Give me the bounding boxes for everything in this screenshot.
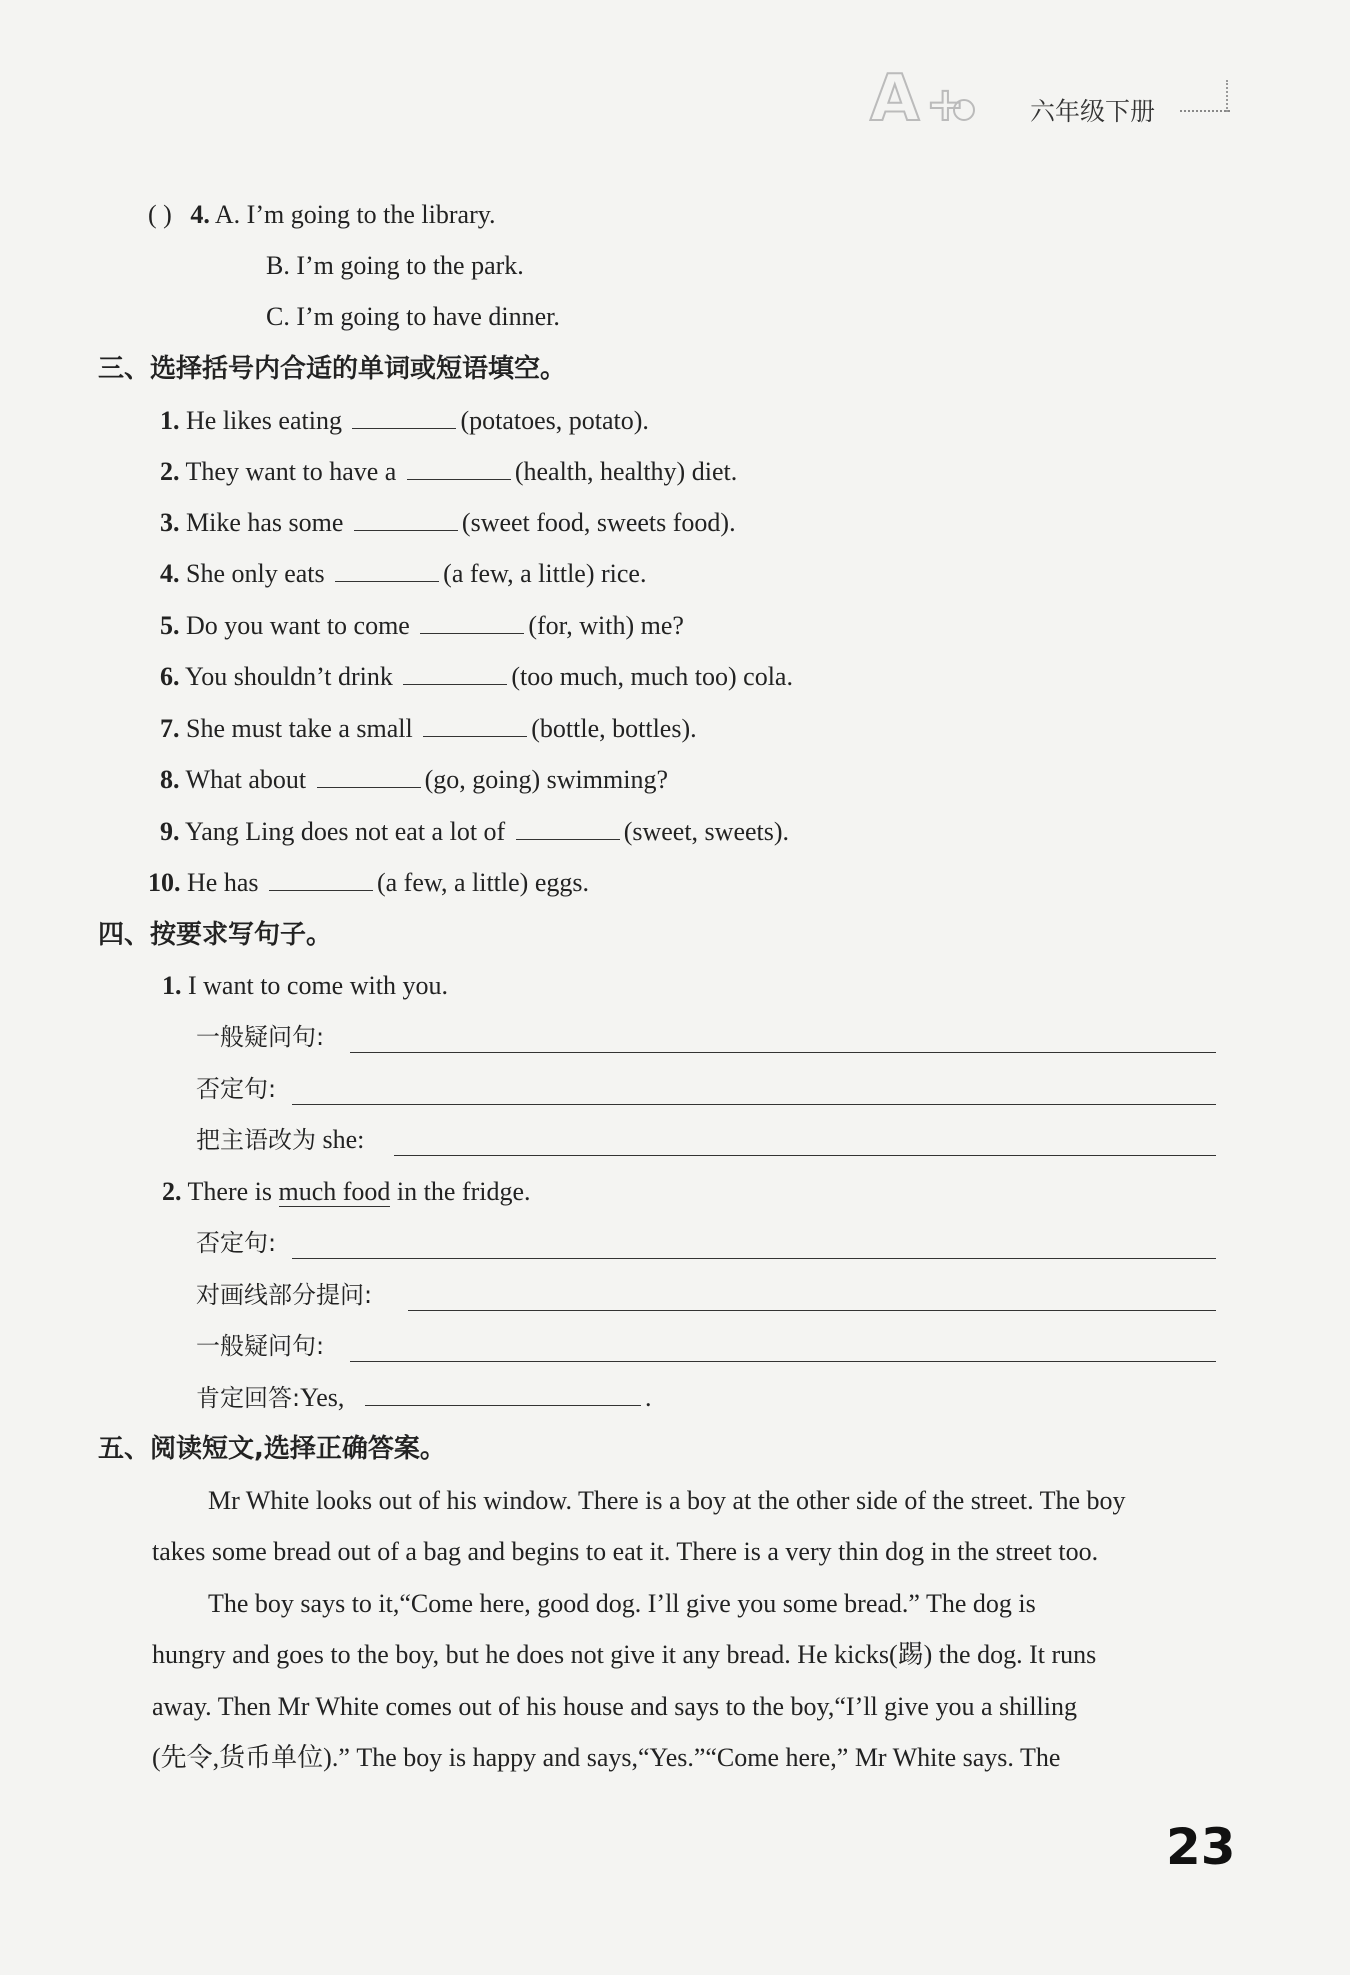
answer-line[interactable] [350, 1361, 1216, 1362]
answer-blank[interactable] [516, 817, 620, 840]
fill-item [160, 406, 649, 436]
underlined-phrase: much food [278, 1177, 391, 1206]
item-options: (potatoes, potato). [460, 406, 649, 435]
item-options: (sweet food, sweets food). [461, 508, 736, 537]
item-number: 2. [162, 1177, 182, 1206]
prompt-cn: 肯定回答: [196, 1384, 301, 1412]
answer-line[interactable] [408, 1310, 1216, 1311]
item-options: (a few, a little) rice. [443, 559, 647, 588]
item-number: 6. [160, 662, 180, 691]
item-number: 1. [160, 406, 180, 435]
fill-item [160, 662, 793, 692]
item-number: 2. [160, 457, 180, 486]
item-text: What about [185, 765, 307, 794]
answer-blank[interactable] [354, 508, 458, 531]
answer-line[interactable] [292, 1104, 1216, 1105]
answer-line[interactable] [350, 1052, 1216, 1053]
option-a: A. I’m going to the library. [214, 200, 496, 229]
item-options: (for, with) me? [528, 611, 684, 640]
passage-line: The boy says to it,“Come here, good dog. I’ll give you some bread.” The dog is [208, 1589, 1036, 1618]
q4-line [148, 200, 496, 230]
answer-blank[interactable] [335, 559, 439, 582]
passage-line: takes some bread out of a bag and begins to eat it. There is a very thin dog in the street too. [152, 1537, 1099, 1566]
prompt-cn: 把主语改为 [196, 1126, 316, 1154]
item-number: 1. [162, 971, 182, 1000]
source-sentence: I want to come with you. [188, 971, 448, 1000]
source-text: There is [187, 1177, 272, 1206]
item-text: Yang Ling does not eat a lot of [185, 817, 506, 846]
item-options: (too much, much too) cola. [511, 662, 793, 691]
option-b: B. I’m going to the park. [266, 251, 524, 280]
answer-blank[interactable] [407, 457, 511, 480]
punctuation: . [644, 1383, 652, 1412]
passage-line: hungry and goes to the boy, but he does not give it any bread. He kicks(踢) the dog. It runs [152, 1640, 1097, 1669]
item-text: He has [187, 868, 259, 897]
item-number: 7. [160, 714, 180, 743]
section-three-title: 三、选择括号内合适的单词或短语填空。 [98, 354, 567, 384]
answer-line[interactable] [292, 1258, 1216, 1259]
section-four-title: 四、按要求写句子。 [98, 920, 333, 950]
answer-blank[interactable] [365, 1383, 641, 1406]
item-number: 8. [160, 765, 180, 794]
answer-blank[interactable] [269, 868, 373, 891]
header-dotted-rule [1180, 110, 1230, 112]
fill-item [160, 457, 737, 487]
option-c: C. I’m going to have dinner. [266, 302, 560, 331]
prompt-positive-answer [196, 1383, 651, 1413]
answer-blank[interactable] [420, 611, 524, 634]
fill-item [160, 559, 646, 589]
answer-line[interactable] [394, 1155, 1216, 1156]
series-logo-icon [868, 58, 1008, 130]
rewrite-question-1 [162, 971, 448, 1001]
answer-paren: ( ) [148, 200, 172, 229]
item-text: He likes eating [186, 406, 342, 435]
item-options: (a few, a little) eggs. [376, 868, 589, 897]
page-number: 23 [1166, 1818, 1236, 1876]
item-number: 4. [160, 559, 180, 588]
question-number: 4. [190, 200, 210, 229]
prompt-change-subject [196, 1125, 364, 1155]
answer-blank[interactable] [423, 714, 527, 737]
answer-blank[interactable] [403, 662, 507, 685]
prompt-general-question: 一般疑问句: [196, 1332, 325, 1360]
section-five-title: 五、阅读短文,选择正确答案。 [98, 1434, 446, 1464]
passage-line: (先令,货币单位).” The boy is happy and says,“Yes.”“Come here,” Mr White says. The [152, 1743, 1061, 1772]
svg-text:A: A [870, 62, 920, 130]
item-text: You shouldn’t drink [185, 662, 393, 691]
svg-text:+: + [926, 77, 965, 130]
prompt-en: she: [322, 1125, 365, 1154]
item-number: 9. [160, 817, 180, 846]
item-number: 10. [148, 868, 181, 897]
rewrite-question-2 [162, 1177, 531, 1207]
item-text: They want to have a [185, 457, 397, 486]
item-options: (health, healthy) diet. [514, 457, 738, 486]
fill-item [148, 868, 589, 898]
item-text: Do you want to come [186, 611, 410, 640]
header-dotted-bar [1226, 80, 1228, 112]
item-text: She only eats [186, 559, 325, 588]
prompt-negative: 否定句: [196, 1075, 277, 1103]
item-number: 5. [160, 611, 180, 640]
fill-item [160, 765, 668, 795]
passage-line: away. Then Mr White comes out of his house and says to the boy,“I’ll give you a shilling [152, 1692, 1077, 1721]
fill-item [160, 508, 736, 538]
prompt-en: Yes, [300, 1383, 345, 1412]
fill-item [160, 817, 789, 847]
source-text: in the fridge. [396, 1177, 531, 1206]
item-text: Mike has some [186, 508, 344, 537]
item-number: 3. [160, 508, 180, 537]
prompt-negative: 否定句: [196, 1229, 277, 1257]
item-options: (go, going) swimming? [424, 765, 668, 794]
item-options: (sweet, sweets). [623, 817, 790, 846]
item-options: (bottle, bottles). [531, 714, 697, 743]
prompt-general-question: 一般疑问句: [196, 1023, 325, 1051]
answer-blank[interactable] [352, 406, 456, 429]
grade-label: 六年级下册 [1030, 97, 1156, 126]
answer-blank[interactable] [317, 765, 421, 788]
fill-item [160, 714, 697, 744]
passage-line: Mr White looks out of his window. There is a boy at the other side of the street. The boy [208, 1486, 1126, 1515]
fill-item [160, 611, 684, 641]
item-text: She must take a small [186, 714, 413, 743]
prompt-ask-underlined: 对画线部分提问: [196, 1281, 373, 1309]
